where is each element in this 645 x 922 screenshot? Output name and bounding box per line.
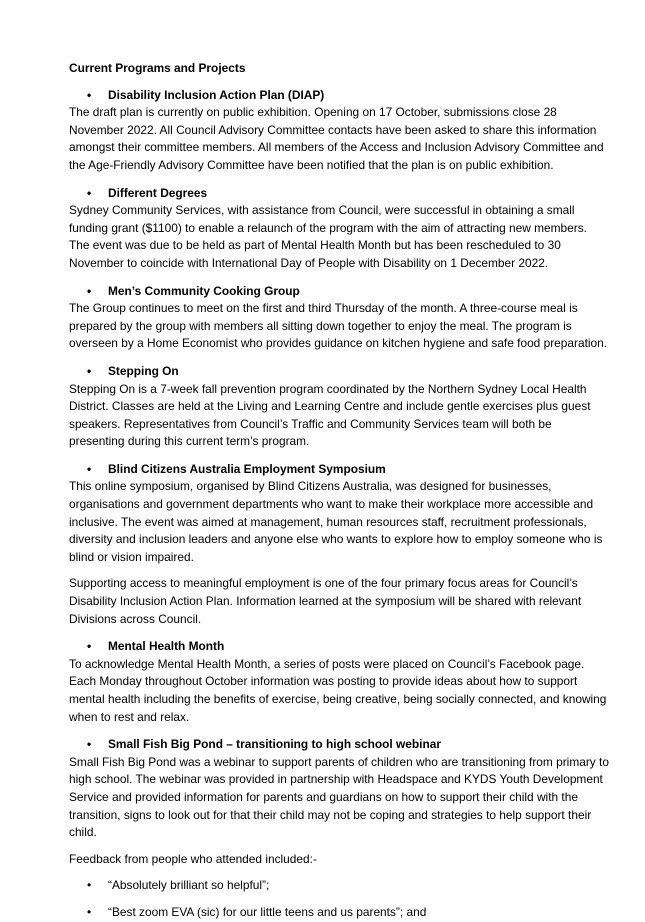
- program-paragraph: Stepping On is a 7-week fall prevention program coordinated by the Northern Sydney Local Health District. Classes are held at the Living and Learning Centre and include gentle exercises plus guest speakers. Representatives from Council’s Traffic and Community Services team will both be presenting during this current term’s program.: [69, 381, 591, 449]
- bullet-icon: •: [87, 87, 92, 102]
- heading-text: Blind Citizens Australia Employment Symposium: [108, 461, 386, 476]
- program-paragraph: Feedback from people who attended included:-: [69, 851, 317, 866]
- program-heading-stepping-on: [69, 363, 609, 381]
- program-paragraph: The draft plan is currently on public exhibition. Opening on 17 October, submissions close 28 November 2022. All Council Advisory Committee contacts have been asked to share this information amongst their committee members. All members of the Access and Inclusion Advisory Committee and the Age-Friendly Advisory Committee have been notified that the plan is on public exhibition.: [69, 105, 604, 172]
- program-heading-different-degrees: [69, 185, 609, 203]
- program-paragraph: This online symposium, organised by Blind Citizens Australia, was designed for businesses, organisations and government departments who want to make their workplace more accessible and inclusive. The event was aimed at management, human resources staff, recruitment professionals, diversity and inclusion leaders and anyone else who wants to explore how to employ someone who is blind or vision impaired.: [69, 479, 603, 564]
- bullet-icon: •: [87, 639, 92, 654]
- program-paragraph: Supporting access to meaningful employment is one of the four primary focus areas for Council’s Disability Inclusion Action Plan. Information learned at the symposium will be shared with relevant Divisions across Council.: [69, 576, 582, 626]
- program-paragraph: The Group continues to meet on the first and third Thursday of the month. A three-course meal is prepared by the group with members all sitting down together to enjoy the meal. The program is overseen by a Home Economist who provides guidance on kitchen hygiene and safe food preparation.: [69, 301, 608, 351]
- program-heading-diap: [69, 87, 609, 105]
- bullet-icon: •: [87, 461, 92, 476]
- document-page: [69, 60, 609, 922]
- feedback-item: [69, 877, 609, 895]
- heading-text: Men’s Community Cooking Group: [108, 283, 300, 298]
- heading-text: Different Degrees: [108, 185, 208, 200]
- bullet-icon: •: [87, 185, 92, 200]
- heading-text: Small Fish Big Pond – transitioning to high school webinar: [108, 737, 441, 752]
- program-heading-small-fish-big-pond: [69, 736, 609, 754]
- feedback-text: “Best zoom EVA (sic) for our little teens and us parents”; and: [108, 904, 427, 919]
- program-paragraph: To acknowledge Mental Health Month, a series of posts were placed on Council’s Facebook page. Each Monday throughout October information was posting to provide ideas about how to support mental health including the benefits of exercise, being creative, being socially connected, and knowing when to rest and relax.: [69, 656, 607, 724]
- bullet-icon: •: [87, 363, 92, 378]
- program-paragraph: Sydney Community Services, with assistance from Council, were successful in obtaining a small funding grant ($1100) to enable a relaunch of the program with the aim of attracting new members. The event was due to be held as part of Mental Health Month but has been rescheduled to 30 November to coincide with International Day of People with Disability on 1 December 2022.: [69, 203, 587, 270]
- program-heading-mental-health-month: [69, 638, 609, 656]
- bullet-icon: •: [87, 878, 92, 893]
- bullet-icon: •: [87, 283, 92, 298]
- feedback-text: “Absolutely brilliant so helpful”;: [108, 878, 270, 893]
- heading-text: Disability Inclusion Action Plan (DIAP): [108, 87, 325, 102]
- section-title: Current Programs and Projects: [69, 61, 246, 75]
- bullet-icon: •: [87, 737, 92, 752]
- bullet-icon: •: [87, 904, 92, 919]
- program-heading-cooking-group: [69, 283, 609, 301]
- heading-text: Mental Health Month: [108, 639, 225, 654]
- heading-text: Stepping On: [108, 363, 179, 378]
- program-paragraph: Small Fish Big Pond was a webinar to support parents of children who are transitioning from primary to high school. The webinar was provided in partnership with Headspace and KYDS Youth Development Service and provided information for parents and guardians on how to support their child with the transition, signs to look out for that their child may not be coping and strategies to help support their child.: [69, 754, 609, 840]
- program-heading-employment-symposium: [69, 461, 609, 479]
